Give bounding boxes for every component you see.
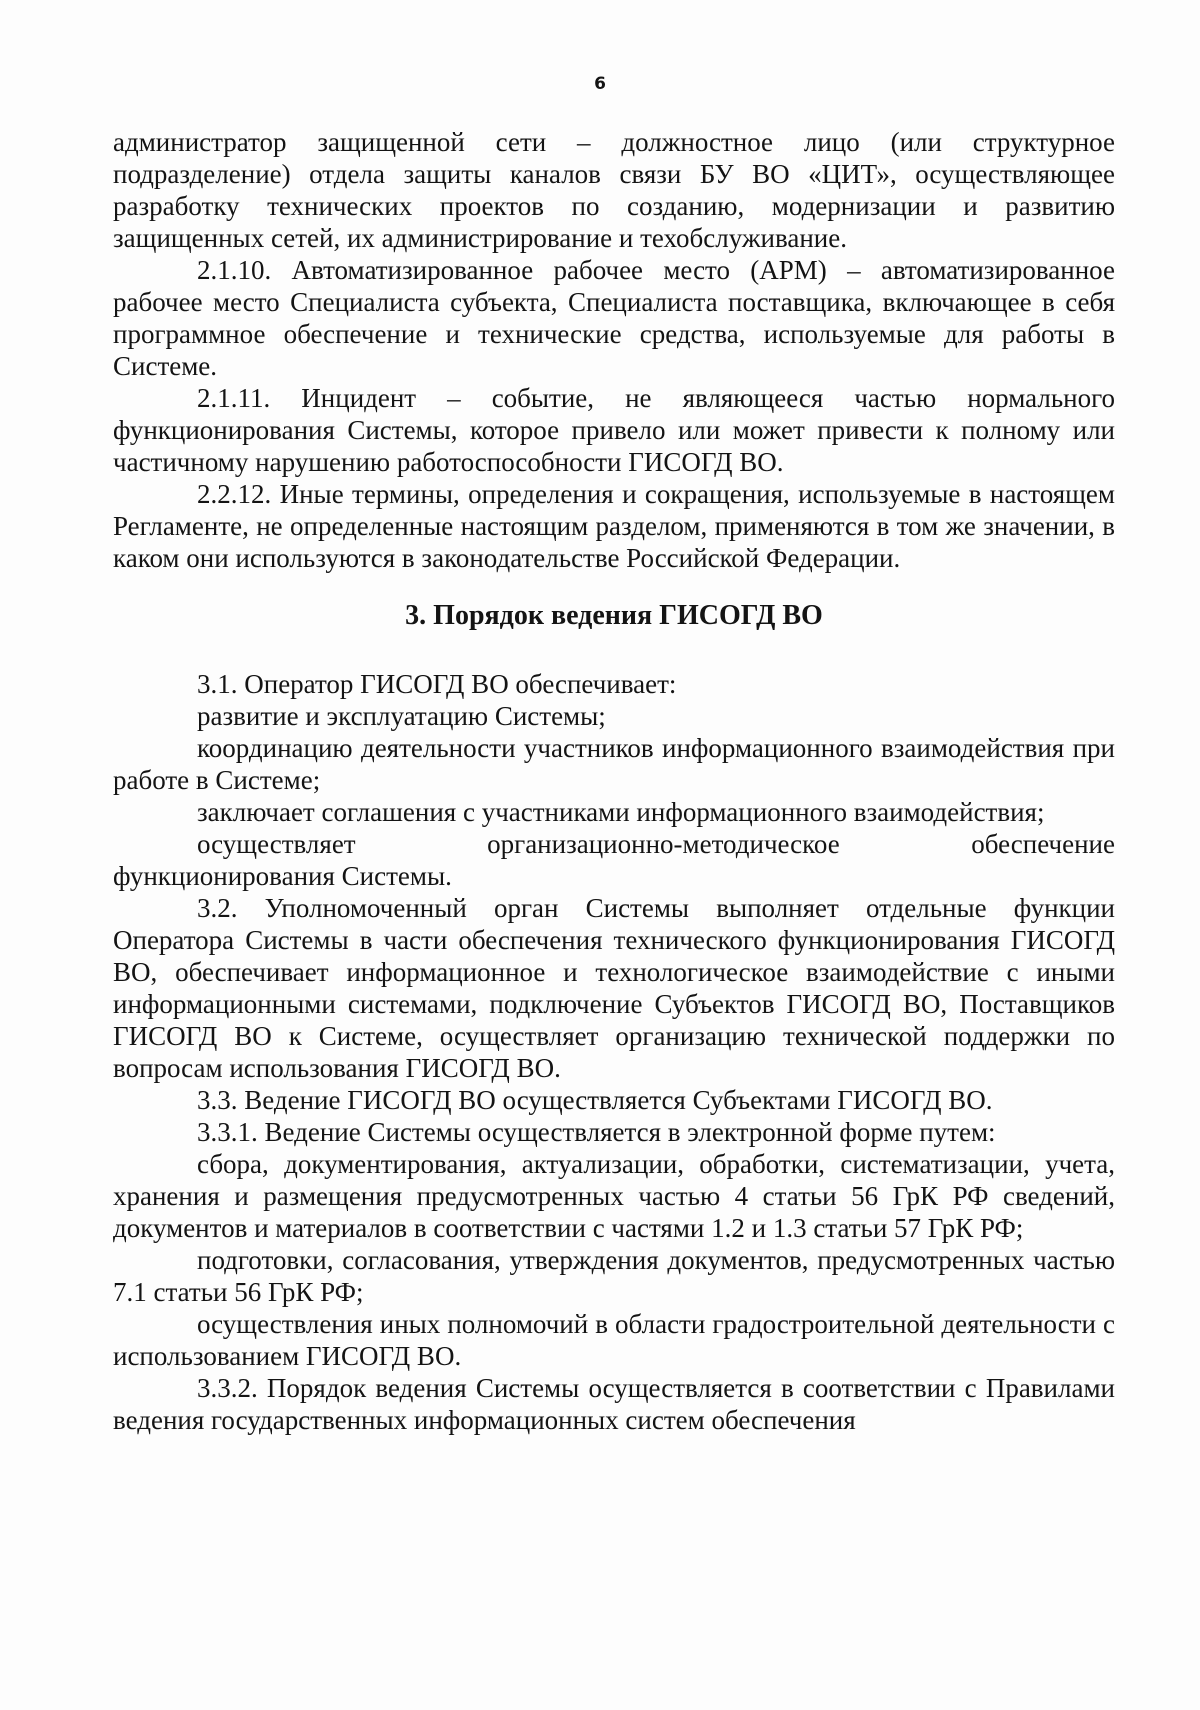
paragraph-3-3-1: 3.3.1. Ведение Системы осуществляется в электронной форме путем: <box>197 1117 996 1147</box>
list-item-collection: сбора, документирования, актуализации, обработки, систематизации, учета, хранения и размещения предусмотренных частью 4 статьи 56 ГрК РФ сведений, документов и материалов в соответствии с частями 1.2 и 1.3 статьи 57 ГрК РФ; <box>113 1149 1115 1243</box>
paragraph-3-1: 3.1. Оператор ГИСОГД ВО обеспечивает: <box>197 669 677 699</box>
paragraph-2-1-10: 2.1.10. Автоматизированное рабочее место (АРМ) – автоматизированное рабочее место Специалиста субъекта, Специалиста поставщика, включающее в себя программное обеспечение и технические средства, используемые для работы в Системе. <box>113 255 1115 381</box>
list-item-preparation: подготовки, согласования, утверждения документов, предусмотренных частью 7.1 статьи 56 ГрК РФ; <box>113 1245 1115 1307</box>
list-item-other-powers: осуществления иных полномочий в области градостроительной деятельности с использованием ГИСОГД ВО. <box>113 1309 1115 1371</box>
list-item-development: развитие и эксплуатацию Системы; <box>197 701 606 731</box>
paragraph-3-3: 3.3. Ведение ГИСОГД ВО осуществляется Субъектами ГИСОГД ВО. <box>197 1085 993 1115</box>
methodical-word-1: осуществляет <box>197 829 356 859</box>
paragraph-2-2-12: 2.2.12. Иные термины, определения и сокращения, используемые в настоящем Регламенте, не определенные настоящим разделом, применяются в том же значении, в каком они используются в законодательстве Российской Федерации. <box>113 479 1115 573</box>
paragraph-admin-definition: администратор защищенной сети – должностное лицо (или структурное подразделение) отдела защиты каналов связи БУ ВО «ЦИТ», осуществляющее разработку технических проектов по созданию, модернизации и развитию защищенных сетей, их администрирование и техобслуживание. <box>113 127 1115 253</box>
paragraph-3-2: 3.2. Уполномоченный орган Системы выполняет отдельные функции Оператора Системы в части обеспечения технического функционирования ГИСОГД ВО, обеспечивает информационное и технологическое взаимодействие с иными информационными системами, подключение Субъектов ГИСОГД ВО, Поставщиков ГИСОГД ВО к Системе, осуществляет организацию технической поддержки по вопросам использования ГИСОГД ВО. <box>113 893 1115 1083</box>
list-item-agreements: заключает соглашения с участниками информационного взаимодействия; <box>197 797 1045 827</box>
methodical-word-2: организационно-методическое <box>487 829 840 859</box>
paragraph-3-3-2: 3.3.2. Порядок ведения Системы осуществляется в соответствии с Правилами ведения государственных информационных систем обеспечения <box>113 1373 1115 1435</box>
list-item-methodical-line <box>113 828 1115 860</box>
methodical-word-3: обеспечение <box>971 829 1115 859</box>
list-item-coordination: координацию деятельности участников информационного взаимодействия при работе в Системе; <box>113 733 1115 795</box>
page-number: 6 <box>594 74 606 94</box>
section-heading: 3. Порядок ведения ГИСОГД ВО <box>405 600 823 631</box>
document-body <box>113 126 1115 1436</box>
paragraph-2-1-11: 2.1.11. Инцидент – событие, не являющееся частью нормального функционирования Системы, которое привело или может привести к полному или частичному нарушению работоспособности ГИСОГД ВО. <box>113 383 1115 477</box>
list-item-methodical-rest: функционирования Системы. <box>113 861 452 891</box>
